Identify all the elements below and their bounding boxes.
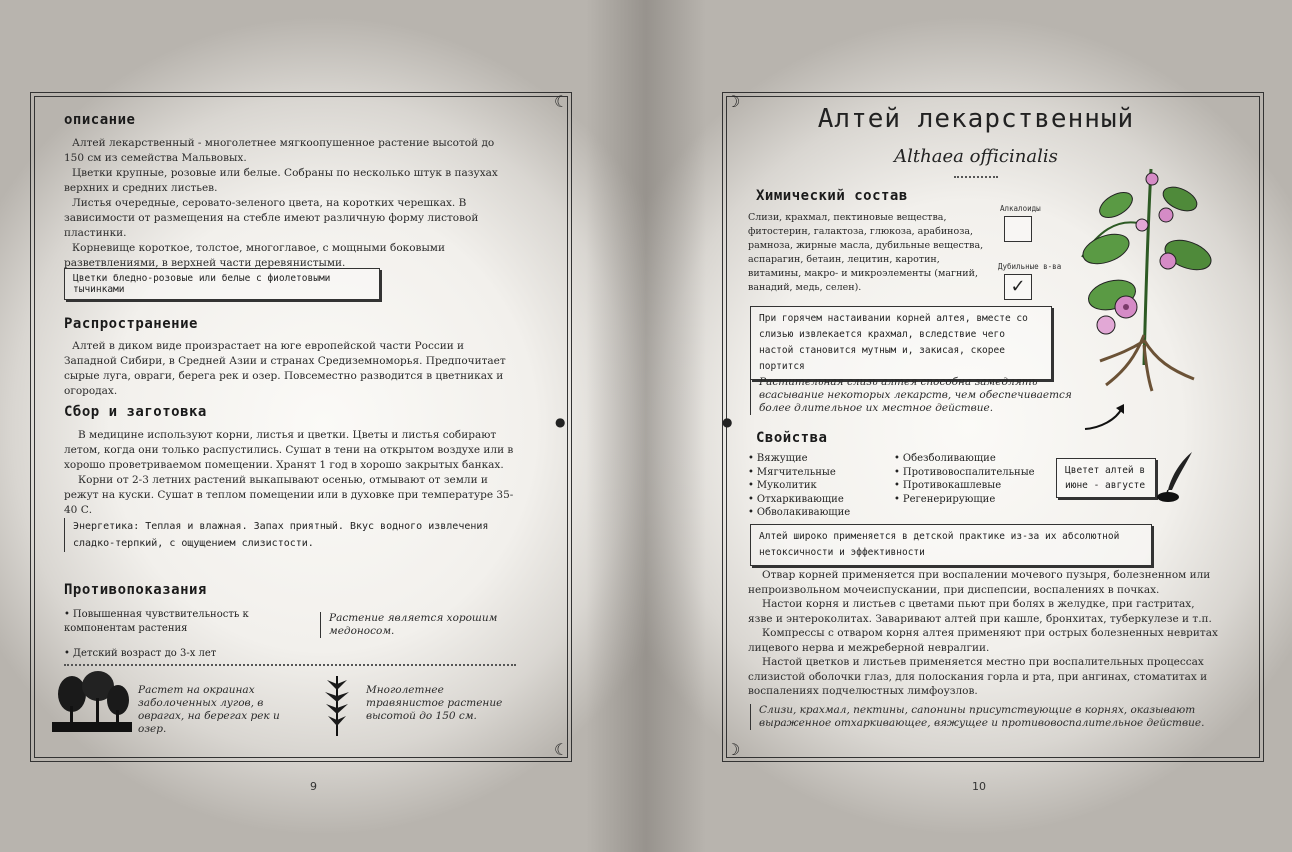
- mucus-note: Растительная слизь алтея способна замедлять всасывание некоторых лекарств, чем обеспечивается более длительное их местное действие.: [750, 376, 1079, 415]
- property-item: • Обезболивающие: [894, 452, 1044, 466]
- page-number: 10: [972, 780, 986, 793]
- harvest-paragraph: В медицине используют корни, листья и цветки. Цветы и листья собирают летом, когда они только распустились. Сушат в тени на открытом воздухе или в хорошо проветриваемом помещении. Хранят 1 год в хорошо закрытых банках.: [64, 429, 514, 471]
- description-paragraph: Корневище короткое, толстое, многоглавое, с мощными боковыми разветвлениями, в верхней части деревянистыми.: [64, 242, 445, 269]
- property-item: • Отхаркивающие: [748, 493, 888, 507]
- tannins-checkbox: ✓: [1004, 274, 1032, 300]
- usage-paragraph: Компрессы с отваром корня алтея применяют при острых болезненных невритах лицевого нерва и межреберной невралгии.: [748, 627, 1218, 654]
- arrow-icon: [1082, 402, 1128, 432]
- distribution-heading: Распространение: [64, 316, 198, 332]
- harvest-heading: Сбор и заготовка: [64, 404, 207, 420]
- trees-illustration-icon: [52, 670, 132, 732]
- property-item: • Обволакивающие: [748, 506, 888, 520]
- description-text: [64, 136, 514, 271]
- page-number: 9: [310, 780, 317, 793]
- alkaloids-label: Алкалоиды: [1000, 204, 1041, 213]
- moon-ornament-icon: ☾: [554, 740, 569, 759]
- property-item: • Мягчительные: [748, 466, 888, 480]
- energy-note: Энергетика: Теплая и влажная. Запах приятный. Вкус водного извлечения сладко-терпкий, с ощущением слизистости.: [64, 518, 513, 552]
- moon-ornament-icon: ☽: [726, 740, 741, 759]
- marshmallow-plant-illustration-icon: [1076, 165, 1226, 395]
- bloom-callout: Цветет алтей в июне - августе: [1056, 458, 1156, 498]
- herb-sprig-icon: [322, 674, 352, 738]
- moon-ornament-icon: ☽: [726, 92, 741, 111]
- chemistry-text: Слизи, крахмал, пектиновые вещества, фитостерин, галактоза, глюкоза, арабиноза, рамноза, жирные масла, дубильные вещества, аспарагин, бетаин, лецитин, каротин, витамины, макро- и микроэлементы (магний, ванадий, медь, селен).: [748, 212, 984, 293]
- right-page: [646, 0, 1292, 852]
- usage-paragraph: Отвар корней применяется при воспалении мочевого пузыря, болезненном или непроизвольном мочеиспускании, при диспепсии, воспалениях в почках.: [748, 569, 1211, 596]
- usage-text: [748, 568, 1218, 699]
- property-item: • Противокашлевые: [894, 479, 1044, 493]
- property-item: • Регенерирующие: [894, 493, 1044, 507]
- distribution-text: Алтей в диком виде произрастает на юге европейской части России и Западной Сибири, в Средней Азии и странах Средиземноморья. Предпочитает сырые луга, овраги, берега рек и озер. Повсеместно разводится в цветниках и огородах.: [64, 340, 506, 397]
- plant-title: Алтей лекарственный: [817, 104, 1135, 134]
- height-note: Многолетнее травянистое растение высотой до 150 см.: [366, 684, 503, 722]
- contraindication-item: • Детский возраст до 3-х лет: [64, 647, 264, 661]
- alkaloids-checkbox: [1004, 216, 1032, 242]
- starch-callout: При горячем настаивании корней алтея, вместе со слизью извлекается крахмал, вследствие чего настой становится мутным и, закисая, скорее портится: [750, 306, 1052, 380]
- properties-heading: Свойства: [756, 430, 828, 446]
- description-heading: описание: [64, 112, 136, 128]
- harvest-paragraph: Корни от 2-3 летних растений выкапывают осенью, отмывают от земли и режут на куски. Сушат в теплом помещении или в духовке при температуре 35-40 С.: [64, 474, 514, 516]
- side-ornament-icon: ●: [722, 415, 733, 429]
- pediatric-callout: Алтей широко применяется в детской практике из-за их абсолютной нетоксичности и эффективности: [750, 524, 1152, 566]
- quill-inkwell-icon: [1152, 450, 1198, 504]
- chemistry-heading: Химический состав: [756, 188, 908, 204]
- harvest-text: [64, 428, 514, 518]
- properties-list-col1: [748, 452, 888, 520]
- latin-name: Althaea officinalis: [894, 146, 1058, 167]
- flowers-callout: Цветки бледно-розовые или белые с фиолетовыми тычинками: [64, 268, 380, 300]
- contraindications-list: [64, 608, 264, 661]
- description-paragraph: Листья очередные, серовато-зеленого цвета, на коротких черешках. В зависимости от размещения на стебле имеют различную форму листовой пластинки.: [64, 197, 479, 239]
- description-paragraph: Алтей лекарственный - многолетнее мягкоопушенное растение высотой до 150 см из семейства Мальвовых.: [64, 137, 495, 164]
- dotted-divider: [954, 176, 998, 178]
- properties-list-col2: [894, 452, 1044, 506]
- final-note: Слизи, крахмал, пектины, сапонины присутствующие в корнях, оказывают выраженное отхаркивающее, вяжущее и противовоспалительное действие.: [750, 704, 1205, 730]
- side-ornament-icon: ●: [555, 415, 566, 429]
- contraindications-heading: Противопоказания: [64, 582, 207, 598]
- moon-ornament-icon: ☾: [554, 92, 569, 111]
- property-item: • Противовоспалительные: [894, 466, 1044, 480]
- usage-paragraph: Настои корня и листьев с цветами пьют при болях в желудке, при гастритах, язве и энтероколитах. Заваривают алтей при кашле, бронхитах, туберкулезе и т.п.: [748, 598, 1212, 625]
- honey-plant-note: Растение является хорошим медоносом.: [320, 612, 509, 638]
- usage-paragraph: Настой цветков и листьев применяется местно при воспалительных процессах слизистой оболочки глаз, для полоскания горла и рта, при ангинах, стоматитах и воспалениях подчелюстных лимфоузлов.: [748, 656, 1208, 697]
- dotted-divider: [64, 664, 516, 666]
- description-paragraph: Цветки крупные, розовые или белые. Собраны по несколько штук в пазухах верхних и средних листьев.: [64, 167, 498, 194]
- contraindication-item: • Повышенная чувствительность к компонентам растения: [64, 608, 264, 635]
- property-item: • Вяжущие: [748, 452, 888, 466]
- habitat-note: Растет на окраинах заболоченных лугов, в оврагах, на берегах рек и озер.: [138, 684, 280, 735]
- tannins-label: Дубильные в-ва: [998, 262, 1062, 271]
- property-item: • Муколитик: [748, 479, 888, 493]
